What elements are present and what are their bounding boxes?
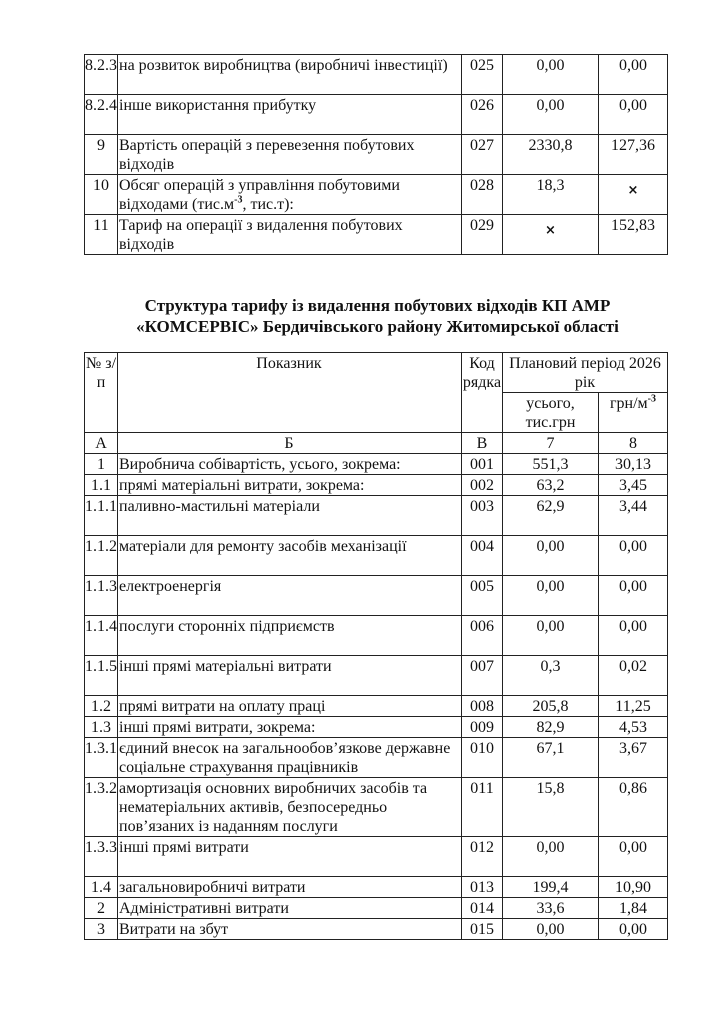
- index-row: [85, 433, 668, 454]
- row-code: 009: [462, 717, 503, 738]
- row-name: інші прямі витрати, зокрема:: [118, 717, 462, 738]
- row-unit: [599, 175, 668, 215]
- row-code: 003: [462, 496, 503, 536]
- row-number: 1.1.5: [85, 656, 118, 696]
- row-code: 013: [462, 877, 503, 898]
- table-row: [85, 576, 668, 616]
- table-row: [85, 454, 668, 475]
- row-total: 62,9: [503, 496, 599, 536]
- header-unit-text: грн/м: [609, 395, 648, 412]
- row-unit: 3,67: [599, 738, 668, 778]
- document-title: [84, 295, 671, 337]
- row-name: паливно-мастильні матеріали: [118, 496, 462, 536]
- row-name: інші прямі матеріальні витрати: [118, 656, 462, 696]
- row-number: 10: [85, 175, 118, 215]
- header-row: [85, 353, 668, 393]
- row-total: 82,9: [503, 717, 599, 738]
- row-name: на розвиток виробництва (виробничі інвестиції): [118, 55, 462, 95]
- row-total: 67,1: [503, 738, 599, 778]
- title-line-1: Структура тарифу із видалення побутових відходів КП АМР: [144, 296, 611, 315]
- row-unit: 152,83: [599, 215, 668, 255]
- row-total: 0,00: [503, 576, 599, 616]
- superscript: -3: [647, 393, 657, 405]
- table-row: [85, 898, 668, 919]
- header-number: № з/п: [85, 353, 118, 433]
- row-total: 0,00: [503, 55, 599, 95]
- row-code: 012: [462, 837, 503, 877]
- row-total: 199,4: [503, 877, 599, 898]
- row-unit: 0,00: [599, 95, 668, 135]
- row-number: 1.4: [85, 877, 118, 898]
- row-code: 011: [462, 778, 503, 837]
- row-name: прямі витрати на оплату праці: [118, 696, 462, 717]
- row-name: Витрати на збут: [118, 919, 462, 940]
- row-total: 2330,8: [503, 135, 599, 175]
- row-number: 2: [85, 898, 118, 919]
- row-total: [503, 215, 599, 255]
- row-unit: 30,13: [599, 454, 668, 475]
- cross-icon: ×: [627, 183, 639, 198]
- row-unit: 0,00: [599, 55, 668, 95]
- row-number: 8.2.4: [85, 95, 118, 135]
- top-table: [84, 54, 668, 255]
- row-name: Вартість операцій з перевезення побутових відходів: [118, 135, 462, 175]
- table-row: [85, 175, 668, 215]
- row-number: 1.3.3: [85, 837, 118, 877]
- row-number: 1.1.4: [85, 616, 118, 656]
- index-v: В: [462, 433, 503, 454]
- row-name: матеріали для ремонту засобів механізації: [118, 536, 462, 576]
- table-row: [85, 837, 668, 877]
- row-unit: 3,44: [599, 496, 668, 536]
- row-name: Адміністративні витрати: [118, 898, 462, 919]
- row-unit: 1,84: [599, 898, 668, 919]
- row-code: 001: [462, 454, 503, 475]
- row-number: 1.2: [85, 696, 118, 717]
- row-total: 33,6: [503, 898, 599, 919]
- row-name: послуги сторонніх підприємств: [118, 616, 462, 656]
- row-code: 002: [462, 475, 503, 496]
- row-unit: 0,00: [599, 576, 668, 616]
- table-row: [85, 475, 668, 496]
- row-code: 004: [462, 536, 503, 576]
- row-name: [118, 175, 462, 215]
- row-unit: 127,36: [599, 135, 668, 175]
- row-unit: 0,02: [599, 656, 668, 696]
- row-number: 1: [85, 454, 118, 475]
- header-period: Плановий період 2026 рік: [503, 353, 668, 393]
- row-name: амортизація основних виробничих засобів та нематеріальних активів, безпосередньо пов’язаних із наданням послуги: [118, 778, 462, 837]
- row-code: 025: [462, 55, 503, 95]
- row-code: 026: [462, 95, 503, 135]
- row-name: електроенергія: [118, 576, 462, 616]
- row-total: 0,3: [503, 656, 599, 696]
- row-number: 3: [85, 919, 118, 940]
- row-unit: 0,00: [599, 616, 668, 656]
- index-8: 8: [599, 433, 668, 454]
- row-code: 006: [462, 616, 503, 656]
- row-code: 008: [462, 696, 503, 717]
- row-total: 0,00: [503, 616, 599, 656]
- table-row: [85, 738, 668, 778]
- index-7: 7: [503, 433, 599, 454]
- header-name: Показник: [118, 353, 462, 433]
- tariff-structure-table: [84, 352, 668, 940]
- row-total: 0,00: [503, 919, 599, 940]
- row-unit: 11,25: [599, 696, 668, 717]
- row-unit: 0,00: [599, 536, 668, 576]
- row-number: 1.1.3: [85, 576, 118, 616]
- row-unit: 3,45: [599, 475, 668, 496]
- table-row: [85, 877, 668, 898]
- table-row: [85, 135, 668, 175]
- table-row: [85, 919, 668, 940]
- row-code: 027: [462, 135, 503, 175]
- row-code: 029: [462, 215, 503, 255]
- row-total: 63,2: [503, 475, 599, 496]
- row-name: Виробнича собівартість, усього, зокрема:: [118, 454, 462, 475]
- row-total: 205,8: [503, 696, 599, 717]
- row-code: 014: [462, 898, 503, 919]
- row-number: 9: [85, 135, 118, 175]
- superscript: -3: [234, 194, 243, 206]
- row-number: 1.1.2: [85, 536, 118, 576]
- header-code: Код рядка: [462, 353, 503, 433]
- row-name: прямі матеріальні витрати, зокрема:: [118, 475, 462, 496]
- row-unit: 0,00: [599, 837, 668, 877]
- row-total: 18,3: [503, 175, 599, 215]
- header-total: усього, тис.грн: [503, 393, 599, 433]
- row-name: інше використання прибутку: [118, 95, 462, 135]
- row-number: 8.2.3: [85, 55, 118, 95]
- row-unit: 0,86: [599, 778, 668, 837]
- header-unit: [599, 393, 668, 433]
- row-number: 1.3: [85, 717, 118, 738]
- row-unit: 10,90: [599, 877, 668, 898]
- row-unit: 4,53: [599, 717, 668, 738]
- table-row: [85, 55, 668, 95]
- row-code: 010: [462, 738, 503, 778]
- row-total: 0,00: [503, 837, 599, 877]
- row-name: Тариф на операції з видалення побутових відходів: [118, 215, 462, 255]
- title-line-2: «КОМСЕРВІС» Бердичівського району Житомирської області: [136, 317, 619, 336]
- table-row: [85, 656, 668, 696]
- row-total: 15,8: [503, 778, 599, 837]
- row-number: 11: [85, 215, 118, 255]
- row-unit: 0,00: [599, 919, 668, 940]
- row-code: 015: [462, 919, 503, 940]
- row-total: 551,3: [503, 454, 599, 475]
- row-name: інші прямі витрати: [118, 837, 462, 877]
- row-total: 0,00: [503, 536, 599, 576]
- table-row: [85, 496, 668, 536]
- cross-icon: ×: [545, 223, 556, 238]
- table-row: [85, 95, 668, 135]
- table-row: [85, 616, 668, 656]
- row-number: 1.3.2: [85, 778, 118, 837]
- row-name: загальновиробничі витрати: [118, 877, 462, 898]
- row-number: 1.1: [85, 475, 118, 496]
- row-code: 005: [462, 576, 503, 616]
- row-name-text: Обсяг операцій з управління побутовими відходами (тис.м: [119, 177, 400, 213]
- index-b: Б: [118, 433, 462, 454]
- index-a: А: [85, 433, 118, 454]
- row-total: 0,00: [503, 95, 599, 135]
- row-code: 007: [462, 656, 503, 696]
- row-name-tail: , тис.т):: [242, 196, 294, 213]
- table-row: [85, 536, 668, 576]
- table-row: [85, 696, 668, 717]
- table-row: [85, 778, 668, 837]
- row-number: 1.1.1: [85, 496, 118, 536]
- table-row: [85, 215, 668, 255]
- row-code: 028: [462, 175, 503, 215]
- row-number: 1.3.1: [85, 738, 118, 778]
- row-name: єдиний внесок на загальнообов’язкове державне соціальне страхування працівників: [118, 738, 462, 778]
- table-row: [85, 717, 668, 738]
